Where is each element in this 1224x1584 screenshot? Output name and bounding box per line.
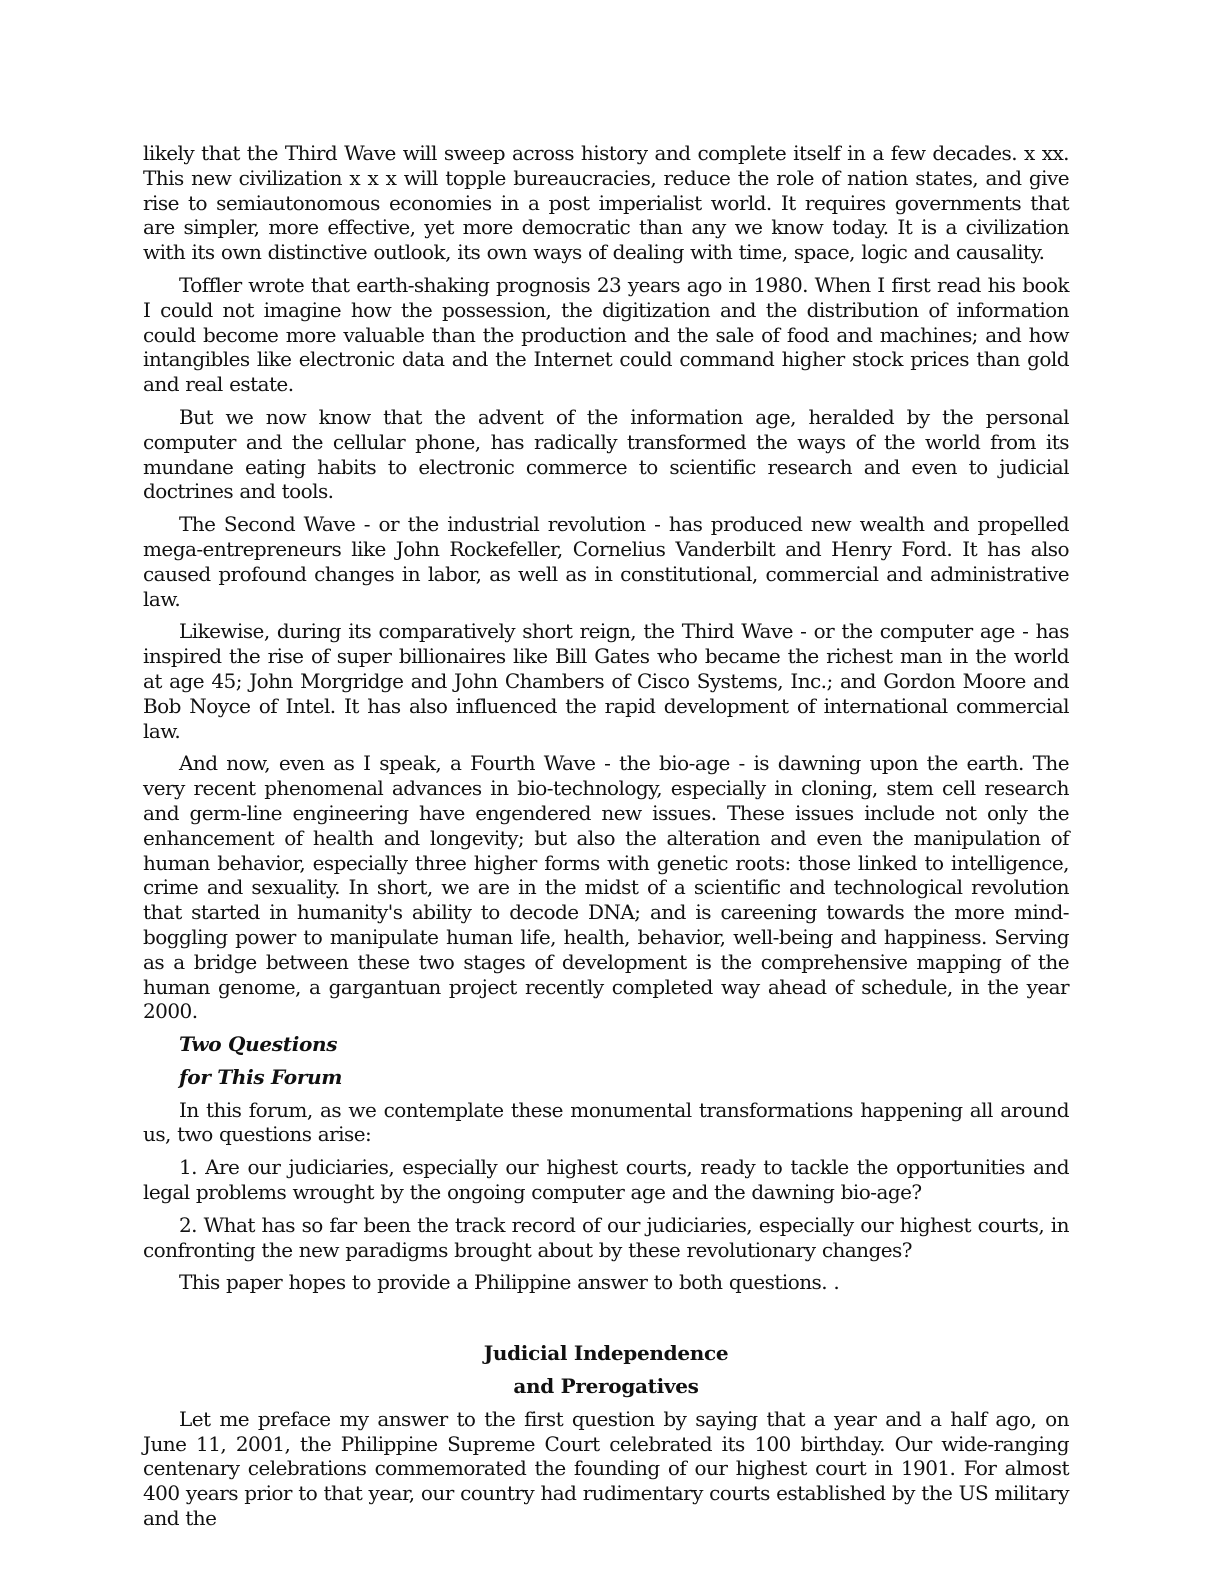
paragraph-forum-intro: In this forum, as we contemplate these monumental transformations happening all around us, two questions arise: [143,1097,1069,1147]
paragraph-third-wave: Likewise, during its comparatively short reign, the Third Wave - or the computer age - has inspired the rise of super billionaires like Bill Gates who became the richest man in the world at age 45; John Morgridge and John Chambers of Cisco Systems, Inc.; and Gordon Moore and Bob Noyce of Intel. It has also influenced the rapid development of international commercial law. [143,619,1069,743]
paragraph-third-wave-quote: likely that the Third Wave will sweep across history and complete itself in a few decades. x xx. This new civilization x x x will topple bureaucracies, reduce the role of nation states, and give rise to semiautonomous economies in a post imperialist world. It requires governments that are simpler, more effective, yet more democratic than any we know today. It is a civilization with its own distinctive outlook, its own ways of dealing with time, space, logic and causality. [143,141,1069,265]
paragraph-question-1: 1. Are our judiciaries, especially our highest courts, ready to tackle the opportunities and legal problems wrought by the ongoing computer age and the dawning bio-age? [143,1155,1069,1205]
paragraph-centenary: Let me preface my answer to the first question by saying that a year and a half ago, on June 11, 2001, the Philippine Supreme Court celebrated its 100 birthday. Our wide-ranging centenary celebrations commemorated the founding of our highest court in 1901. For almost 400 years prior to that year, our country had rudimentary courts established by the US military and the [143,1406,1069,1531]
subheading-two-questions: Two Questions [179,1032,338,1057]
paragraph-paper-purpose: This paper hopes to provide a Philippine answer to both questions. . [179,1270,840,1295]
paragraph-information-age: But we now know that the advent of the information age, heralded by the personal computer and the cellular phone, has radically transformed the ways of the world from its mundane eating habits to electronic commerce to scientific research and even to judicial doctrines and tools. [143,404,1069,504]
subheading-for-this-forum: for This Forum [179,1064,343,1089]
paragraph-toffler: Toffler wrote that earth-shaking prognosis 23 years ago in 1980. When I first read his book I could not imagine how the possession, the digitization and the distribution of information could become more valuable than the production and the sale of food and machines; and how intangibles like electronic data and the Internet could command higher stock prices than gold and real estate. [143,272,1069,397]
document-page [143,141,1069,1539]
section-spacer [143,1303,1069,1341]
paragraph-question-2: 2. What has so far been the track record of our judiciaries, especially our highest courts, in confronting the new paradigms brought about by these revolutionary changes? [143,1212,1069,1262]
section-heading-judicial-independence: Judicial Independence [483,1341,729,1366]
section-heading-prerogatives: and Prerogatives [513,1374,699,1399]
paragraph-fourth-wave: And now, even as I speak, a Fourth Wave - the bio-age - is dawning upon the earth. The very recent phenomenal advances in bio-technology, especially in cloning, stem cell research and germ-line engineering have engendered new issues. These issues include not only the enhancement of health and longevity; but also the alteration and even the manipulation of human behavior, especially three higher forms with genetic roots: those linked to intelligence, crime and sexuality. In short, we are in the midst of a scientific and technological revolution that started in humanity's ability to decode DNA; and is careening towards the more mind-boggling power to manipulate human life, health, behavior, well-being and happiness. Serving as a bridge between these two stages of development is the comprehensive mapping of the human genome, a gargantuan project recently completed way ahead of schedule, in the year 2000. [143,751,1069,1024]
paragraph-second-wave: The Second Wave - or the industrial revolution - has produced new wealth and propelled mega-entrepreneurs like John Rockefeller, Cornelius Vanderbilt and Henry Ford. It has also caused profound changes in labor, as well as in constitutional, commercial and administrative law. [143,512,1069,611]
